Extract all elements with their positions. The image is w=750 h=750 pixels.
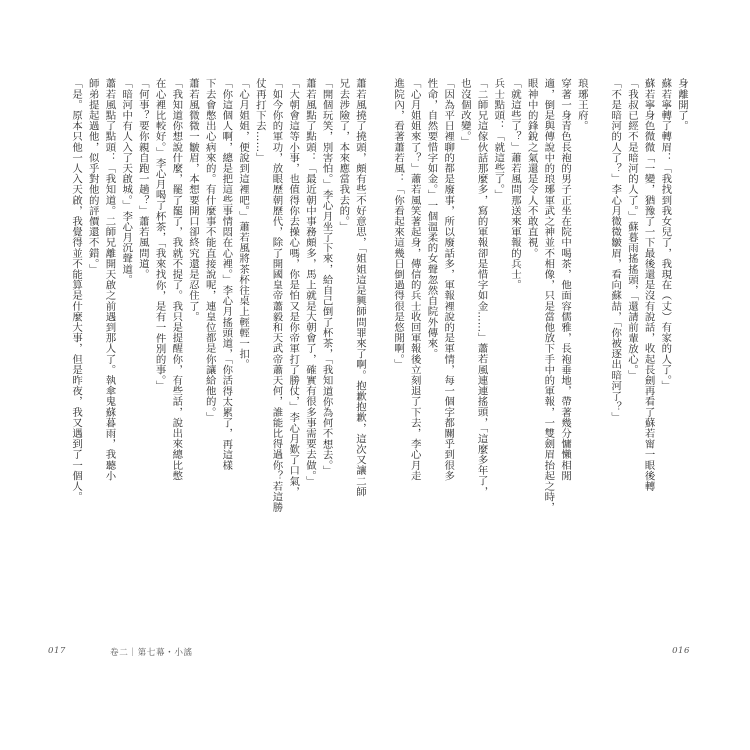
left-page-text <box>48 78 368 623</box>
text-line: 在心裡比較好。」李心月喝了杯茶，「我來找你，是有一件別的事。」 <box>153 78 166 391</box>
text-line: 「如今你的軍功，放眼歷朝歷代，除了開國皇帝蕭毅和天武帝蕭天何，誰能比得過你？若這勝 <box>270 78 283 513</box>
text-line: 兄去涉險了，本來應當我去的。」 <box>337 78 350 232</box>
text-line: 兵士點頭：「就這些了。」 <box>492 78 505 200</box>
text-line: 「因為平日裡聊的都是廢事，所以廢話多，軍報裡說的是軍情，每一個字都關乎到很多 <box>442 78 455 481</box>
text-line: 「你這個人啊，總是把這些事情悶在心裡。」李心月搖頭道，「你活得太累了，再這樣 <box>220 78 233 471</box>
text-line: 蘇若寧轉了轉眉：「我找到我女兒了，我現在（丈）有家的人了。」 <box>659 78 672 391</box>
text-line: 蘇若寧身色微微「一變，猶豫了一下最後還是沒有說話，收起長劍再看了蘇若甯一眼後轉 <box>642 78 655 492</box>
text-line: 蕭若風撓了撓頭，頗有些不好意思，「姐姐這是興師問罪來了啊。抱歉抱歉，這次又讓二師 <box>354 78 366 497</box>
text-line: 下去會憋出心病來的。有什麼事不能直接說呢，連皇位都是你讓給他的。」 <box>203 78 216 423</box>
text-line: 眼神中的鋒銳之氣還是令人不敢直視。 <box>525 78 538 259</box>
text-line: 「我知道你想說什麼，罷了罷了，我就不提了。我只是提醒你，有些話，說出來總比憋 <box>170 78 183 481</box>
right-page-number: 016 <box>672 646 690 656</box>
text-line: 「不是暗河的人了？」李心月微微皺眉，看向蘇喆，「你被逐出暗河了？」 <box>609 78 622 423</box>
text-line: 「是。原本只他一人入天啟，我覺得並不能算是什麼大事，但是昨夜，我又遇到了一個人。 <box>70 78 83 502</box>
text-line: 「心月姐姐，便說到這裡吧。」蕭若風將茶杯往桌上輕輕一扣。 <box>237 78 250 370</box>
text-line: 「開個玩笑，別害怕。」李心月坐了下來，給自己倒了杯茶，「我知道你為何不想去。」 <box>320 78 333 476</box>
text-line: 性命，自然要惜字如金。」一個溫柔的女聲忽然自院外傳來。 <box>425 78 438 359</box>
text-line: 適，倒是與傳說中的琅琊軍武之神並不相像，只是當他放下手中的軍報，一雙劍眉抬起之時， <box>542 78 555 513</box>
text-line: 蕭若風點了點頭：「最近朝中事務頗多，馬上就是大朝會了，確實有很多事需要去做。」 <box>303 78 316 487</box>
text-line: 也沒個改變。」 <box>458 78 471 147</box>
text-line: 「暗河中有人入了天啟城。」李心月沉聲道。 <box>120 78 133 285</box>
text-line: 「就這些了？」蕭若風問那送來軍報的兵士。 <box>508 78 521 290</box>
text-line: 「大朝會這等小事，也值得你去操心嗎，你是怕又是你帝軍打了勝仗，」李心月歎了口氣， <box>287 78 300 497</box>
running-head: 卷二｜第七幕・小謠 <box>110 648 193 658</box>
text-line: 師弟提起過他，似乎對他的評價還不錯。」 <box>86 78 99 275</box>
text-line: 琅琊王府。 <box>575 78 588 131</box>
text-line: 「二師兄這傢伙話那麼多，寫的軍報卻是惜字如金……」蕭若風連連搖頭，「這麼多年了， <box>475 78 488 497</box>
text-line: 蕭若風點了點頭：「我知道。二師兄離開天啟之前遇到那人了。執傘鬼蘇暮雨，我聽小 <box>103 78 116 481</box>
text-line: 穿著一身青色長袍的男子正坐在院中喝茶，他面容儒雅，長袍垂地，帶著幾分慵懶相閒 <box>559 78 572 481</box>
text-line: 蕭若風微微一皺眉，本想要開口卻終究還是忍住了。 <box>186 78 199 322</box>
text-line: 進院內，看著蕭若風：「你看起來這幾日倒過得很是悠閒啊。」 <box>392 78 405 370</box>
text-line: 身離開了。 <box>676 78 688 131</box>
text-line: 「我叔已經不是暗河的人了。」蘇暮雨搖搖頭，「還請前輩放心。」 <box>625 78 638 381</box>
left-page-number: 017 <box>48 646 66 656</box>
text-line: 仗再打下去……」 <box>253 78 266 163</box>
text-line: 「何事？要你親自跑一趟？」蕭若風問道。 <box>136 78 149 280</box>
text-line: 「心月姐姐來了？」蕭若風笑著起身，傳信的兵士收回軍報後立刻退了下去，李心月走 <box>408 78 421 481</box>
right-page-text <box>365 78 690 623</box>
